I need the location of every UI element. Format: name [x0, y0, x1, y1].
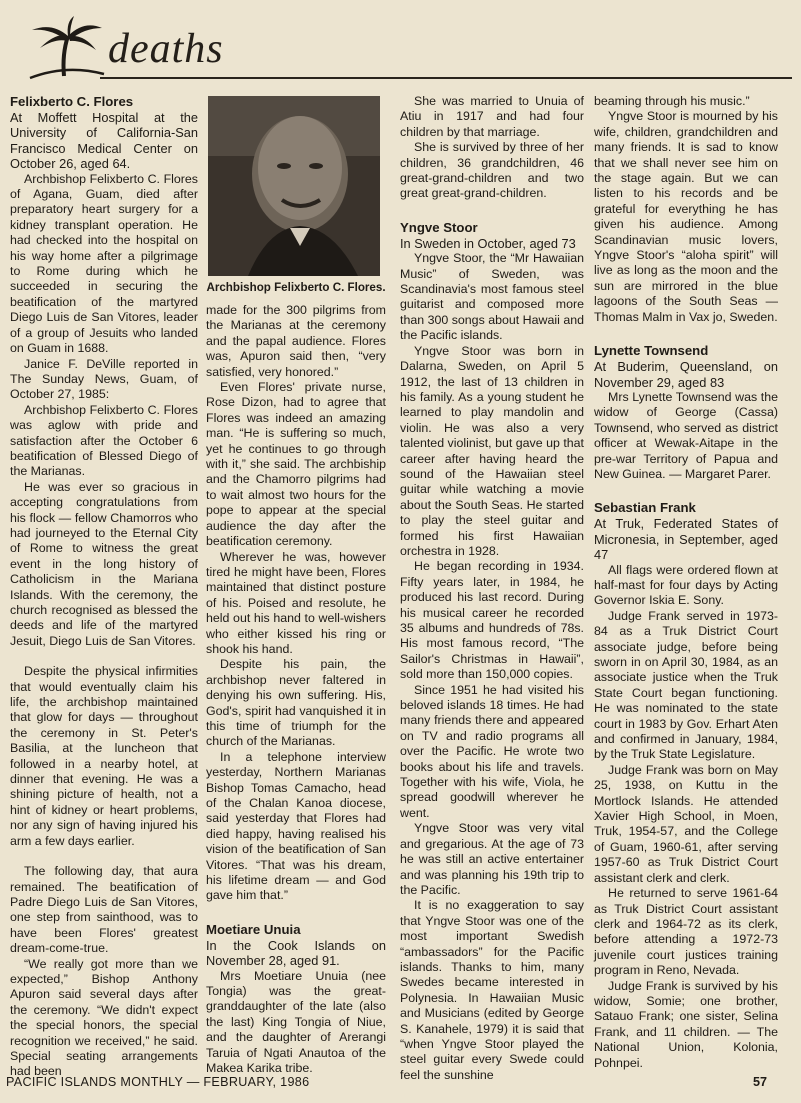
- column-1: [10, 94, 198, 1080]
- paragraph: He was ever so gracious in accepting congratulations from his flock — fellow Chamorros who had journeyed to the Eternal City of Rome to witness the great event in the long history of Catholicism in the Mariana Islands. With the ceremony, the church recognised as blessed the deeds and life of the martyred Jesuit, Diego Luis de San Vitores.: [10, 479, 198, 648]
- obituary-heading-flores: Felixberto C. Flores: [10, 94, 134, 109]
- portrait-photo: [208, 96, 380, 276]
- obituary-lead-frank: At Truk, Federated States of Micronesia, in September, aged 47: [594, 516, 778, 563]
- obituary-heading-stoor: Yngve Stoor: [400, 219, 478, 235]
- paragraph: He returned to serve 1961-64 as Truk District Court assistant clerk and 1964-72 as its clerk, before attending a 1972-73 juvenile court justices training program in Reno, Nevada.: [594, 886, 778, 978]
- obituary-lead-stoor: In Sweden in October, aged 73: [400, 235, 576, 251]
- obituary-lead-townsend: At Buderim, Queensland, on November 29, aged 83: [594, 359, 778, 390]
- header-rule: [100, 77, 792, 79]
- paragraph: Archbishop Felixberto C. Flores was aglow with pride and satisfaction after the October 6 beatification of Blessed Diego of the Marianas.: [10, 402, 198, 479]
- paragraph: Archbishop Felixberto C. Flores of Agana, Guam, died after preparatory heart surgery for a kidney transplant operation. He had checked into the hospital on his way home after a pilgrimage to Rome during which he succeeded in securing the beatification of the martyred Diego Luis de San Vitores, leader of a group of Jesuits who landed on Guam in 1688.: [10, 171, 198, 356]
- paragraph: Even Flores' private nurse, Rose Dizon, had to agree that Flores was indeed an amazing man. “He is suffering so much, yet he continues to go through with it,” she said. The archbiship and the Chamorro pilgrims had to wait almost two hours for the pope to appear at the special audience the day after the beatification ceremony.: [206, 380, 386, 549]
- column-2: [206, 94, 386, 1077]
- paragraph: Since 1951 he had visited his beloved islands 18 times. He had many friends there and appeared on TV and radio programs all over the Pacific. He wrote two books about his life and travels. Together with his wife, Viola, he spread goodwill wherever he went.: [400, 682, 584, 820]
- paragraph: Yngve Stoor, the “Mr Hawaiian Music” of Sweden, was Scandinavia's most famous steel guitarist and composed more than 300 songs about Hawaii and the Pacific islands.: [400, 251, 584, 343]
- paragraph: made for the 300 pilgrims from the Marianas at the ceremony and the papal audience. Flores was, Apuron said then, “very satisfied, very honored.”: [206, 303, 386, 379]
- paragraph: Judge Frank was born on May 25, 1938, on Kuttu in the Mortlock Islands. He attended Xavier High School, in Moen, Truk, 1954-57, and the College of Guam, 1960-61, after serving 1957-60 as Truk District Court assistant clerk and clerk.: [594, 762, 778, 885]
- paragraph: She is survived by three of her children, 36 grandchildren, 46 great-grand-children and two great great-grand-children.: [400, 140, 584, 201]
- paragraph: Despite the physical infirmities that would eventually claim his life, the archbishop maintained that glow for days — throughout the ceremony in St. Peter's Basilia, at the luncheon that followed in a nearby hotel, at dinner that evening. He was a shining picture of health, not a hint of kidney or heart problems, nor any sign of having injured his arm a few days earlier.: [10, 664, 198, 848]
- paragraph: Despite his pain, the archbishop never faltered in denying his own suffering. His, God's, spirit had vanquished it in this time of triumph for the church of the Marianas.: [206, 657, 386, 749]
- paragraph: It is no exaggeration to say that Yngve Stoor was one of the most important Swedish “ambassadors” for the Pacific islands. Thanks to him, many Swedes became interested in Polynesia. In Hawaiian Music and Musicians (edited by George S. Kanahele, 1979) it is said that “when Yngve Stoor played the steel guitar every Swede could feel the sunshine: [400, 898, 584, 1082]
- paragraph: Yngve Stoor is mourned by his wife, children, grandchildren and many friends. It is sad to know that we shall never see him on the stage again. But we can listen to his records and be grateful for everything he has given his audience. Among Scandinavian music lovers, Yngve Stoor's “aloha spirit” will live as long as the moon and the sun are mirrored in the blue lagoons of the South Seas — Thomas Malm in Vax jo, Sweden.: [594, 109, 778, 324]
- paragraph: He began recording in 1934. Fifty years later, in 1984, he produced his last record. During his musical career he recorded 35 albums and hundreds of 78s. His most famous record, “The Sailor's Christmas in Hawaii”, sold more than 150,000 copies.: [400, 559, 584, 682]
- paragraph: Mrs Lynette Townsend was the widow of George (Cassa) Townsend, who served as district officer at Wewak-Aitape in the pre-war Territory of Papua and New Guinea. — Margaret Parer.: [594, 389, 778, 481]
- photo-caption: Archbishop Felixberto C. Flores.: [206, 281, 386, 294]
- obituary-lead-unuia: In the Cook Islands on November 28, aged 91.: [206, 937, 386, 969]
- paragraph: Mrs Moetiare Unuia (nee Tongia) was the great-granddaughter of the late (also the last) King Tongia of Niue, and the daughter of Arerangi Taruia of Ngati Anautoa of the Makea Karika tribe.: [206, 968, 386, 1076]
- column-4: [594, 94, 778, 1071]
- paragraph: She was married to Unuia of Atiu in 1917 and had four children by that marriage.: [400, 94, 584, 139]
- footer-page-number: 57: [752, 1075, 767, 1089]
- obituary-lead-flores: At Moffett Hospital at the University of California-San Francisco Medical Center on October 26, aged 64.: [10, 110, 198, 172]
- paragraph: Judge Frank served in 1973-84 as a Truk District Court associate judge, before being sworn in on April 30, 1984, as an associate justice when the Truk State Court began functioning. He was nominated to the state court in 1983 by Gov. Erhart Aten and confirmed in January, 1984, by the Truk State Legislature.: [594, 608, 778, 762]
- paragraph: Janice F. DeVille reported in The Sunday News, Guam, of October 27, 1985:: [10, 356, 198, 402]
- paragraph: Wherever he was, however tired he might have been, Flores maintained that distinct posture of his. Poised and resolute, he held out his hand to well-wishers who either kissed his ring or shook his hand.: [206, 549, 386, 656]
- obituary-heading-unuia: Moetiare Unuia: [206, 921, 301, 937]
- column-3: [400, 94, 584, 1083]
- paragraph: Yngve Stoor was born in Dalarna, Sweden, on April 5 1912, the last of 13 children in his family. As a young student he learned to play mandolin and violin. He was also a very talented violinist, but gave up that career after having heard the sound of the Hawaiian steel guitar while watching a movie about the South Seas. He started to play the steel guitar and formed his first Hawaiian orchestra in 1928.: [400, 343, 584, 558]
- portrait-image: [208, 96, 380, 276]
- paragraph: The following day, that aura remained. The beatification of Padre Diego Luis de San Vitores, one step from sainthood, was to have been Flores' greatest dream-come-true.: [10, 864, 198, 956]
- palm-tree-icon: [26, 14, 106, 86]
- paragraph: beaming through his music.”: [594, 94, 750, 108]
- obituary-heading-frank: Sebastian Frank: [594, 500, 696, 516]
- obituary-heading-townsend: Lynette Townsend: [594, 343, 709, 359]
- paragraph: Yngve Stoor was very vital and gregarious. At the age of 73 he was still an active entertainer and was planning his 19th trip to the Pacific.: [400, 821, 584, 897]
- paragraph: “We really got more than we expected,” Bishop Anthony Apuron said several days after the ceremony. “We didn't expect the special honors, the special recognition we received,” he said. Special seating arrangements had been: [10, 956, 198, 1079]
- paragraph: In a telephone interview yesterday, Northern Marianas Bishop Tomas Camacho, head of the Chalan Kanoa diocese, said yesterday that Flores had died happy, having realised his vision of the beatification of San Vitores. “That was his dream, his lifetime dream — and God gave him that.”: [206, 749, 386, 903]
- paragraph: Judge Frank is survived by his widow, Somie; one brother, Satauo Frank; one sister, Selina Frank, and 11 children. — The National Union, Kolonia, Pohnpei.: [594, 978, 778, 1070]
- paragraph: All flags were ordered flown at half-mast for four days by Acting Governor Iskia E. Sony.: [594, 562, 778, 608]
- footer-publication: PACIFIC ISLANDS MONTHLY — FEBRUARY, 1986: [6, 1075, 310, 1089]
- masthead: [0, 0, 801, 92]
- section-title: deaths: [108, 26, 224, 72]
